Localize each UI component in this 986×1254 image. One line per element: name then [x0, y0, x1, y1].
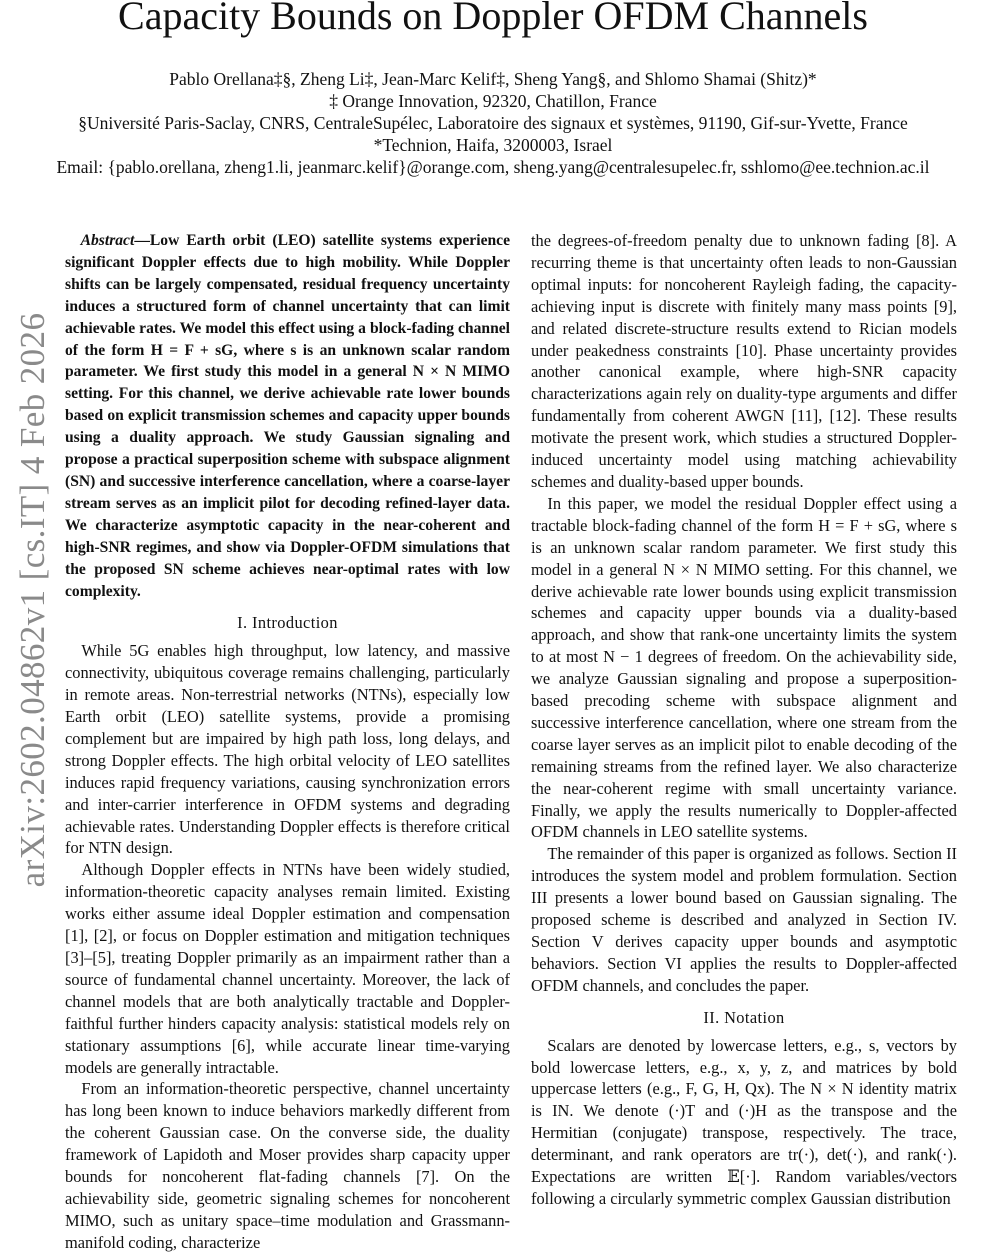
intro-paragraph-3: From an information-theoretic perspective, channel uncertainty has long been known to induce behaviors markedly different from the coherent Gaussian case. On the converse side, the duality framework of Lapidoth and Moser provides sharp capacity upper bounds for noncoherent flat-fading channels [7]. On the achievability side, geometric signaling schemes for noncoherent MIMO, such as unitary space–time modulation and Grassmann-manifold coding, characterize	[65, 1079, 510, 1252]
author-list: Pablo Orellana‡§, Zheng Li‡, Jean-Marc Kelif‡, Sheng Yang§, and Shlomo Shamai (Shitz)*	[169, 69, 817, 89]
abstract	[65, 230, 510, 602]
right-column	[531, 230, 957, 1210]
left-column	[65, 230, 510, 1254]
author-block	[0, 68, 986, 178]
intro-paragraph-2: Although Doppler effects in NTNs have been widely studied, information-theoretic capacity analyses remain limited. Existing works either assume ideal Doppler estimation and compensation [1], [2], or focus on Doppler estimation and mitigation techniques [3]–[5], treating Doppler primarily as an impairment rather than a source of fundamental channel uncertainty. Moreover, the lack of channel models that are both analytically tractable and Doppler-faithful further hinders capacity analysis: statistical models rely on stationary assumptions [6], while accurate linear time-varying models are generally intractable.	[65, 860, 510, 1077]
intro-paragraph-1: While 5G enables high throughput, low latency, and massive connectivity, ubiquitous coverage remains challenging, particularly in remote areas. Non-terrestrial networks (NTNs), especially low Earth orbit (LEO) satellite systems, provide a promising complement but are impaired by high path loss, long delays, and strong Doppler effects. The high orbital velocity of LEO satellites induces rapid frequency variations, causing synchronization errors and inter-carrier interference in OFDM systems and degrading achievable rates. Understanding Doppler effects is therefore critical for NTN design.	[65, 641, 510, 858]
affiliation-orange: ‡ Orange Innovation, 92320, Chatillon, France	[329, 91, 657, 111]
affiliation-technion: *Technion, Haifa, 3200003, Israel	[373, 135, 613, 155]
author-emails: Email: {pablo.orellana, zheng1.li, jeanmarc.kelif}@orange.com, sheng.yang@centralesupelec.fr, sshlomo@ee.technion.ac.il	[56, 157, 930, 177]
intro-paragraph-4: In this paper, we model the residual Doppler effect using a tractable block-fading channel of the form H = F + sG, where s is an unknown scalar random parameter. We first study this model in a general N × N MIMO setting. For this channel, we derive achievable rate lower bounds using explicit transmission schemes and capacity upper bounds via a duality-based approach, and show that rank-one uncertainty limits the system to at most N − 1 degrees of freedom. On the achievability side, we analyze Gaussian signaling and propose a superposition-based precoding scheme with subspace alignment and successive interference cancellation, where one stream from the coarse layer serves as an implicit pilot to enable decoding of the remaining streams from the refined layer. We also characterize the near-coherent regime with small uncertainty variance. Finally, we apply the results numerically to Doppler-affected OFDM channels in LEO satellite systems.	[531, 493, 957, 842]
abstract-label: Abstract	[80, 232, 135, 249]
arxiv-identifier: arXiv:2602.04862v1 [cs.IT] 4 Feb 2026	[13, 312, 52, 888]
affiliation-paris-saclay: §Université Paris-Saclay, CNRS, CentraleSupélec, Laboratoire des signaux et systèmes, 91190, Gif-sur-Yvette, France	[78, 113, 908, 133]
intro-paragraph-5: The remainder of this paper is organized as follows. Section II introduces the system model and problem formulation. Section III presents a lower bound based on Gaussian signaling. The proposed scheme is described and analyzed in Section IV. Section V derives capacity upper bounds and asymptotic behaviors. Section VI applies the results to Doppler-affected OFDM channels, and concludes the paper.	[531, 844, 957, 995]
paper-title: Capacity Bounds on Doppler OFDM Channels	[118, 0, 868, 38]
section-heading-notation: II. Notation	[703, 1007, 785, 1027]
notation-paragraph-1: Scalars are denoted by lowercase letters, e.g., s, vectors by bold lowercase letters, e.g., x, y, z, and matrices by bold uppercase letters (e.g., F, G, H, Qx). The N × N identity matrix is IN. We denote (·)T and (·)H as the transpose and the Hermitian (conjugate) transpose, respectively. The trace, determinant, and rank operators are tr(·), det(·), and rank(·). Expectations are written 𝔼[·]. Random variables/vectors following a circularly symmetric complex Gaussian distribution	[531, 1035, 957, 1208]
section-heading-introduction: I. Introduction	[237, 613, 338, 633]
abstract-text: —Low Earth orbit (LEO) satellite systems experience significant Doppler effects due to high mobility. While Doppler shifts can be largely compensated, residual frequency uncertainty induces a structured form of channel uncertainty that can limit achievable rates. We model this effect using a block-fading channel of the form H = F + sG, where s is an unknown scalar random parameter. We first study this model in a general N × N MIMO setting. For this channel, we derive achievable rate lower bounds based on explicit transmission schemes and capacity upper bounds using a duality approach. We study Gaussian signaling and propose a practical superposition scheme with subspace alignment (SN) and successive interference cancellation, where a coarse-layer stream serves as an implicit pilot for decoding refined-layer data. We characterize asymptotic capacity in the near-coherent and high-SNR regimes, and show via Doppler-OFDM simulations that the proposed SN scheme achieves near-optimal rates with low complexity.	[65, 232, 510, 600]
intro-paragraph-3-continued: the degrees-of-freedom penalty due to unknown fading [8]. A recurring theme is that uncertainty often leads to non-Gaussian optimal inputs: for noncoherent Rayleigh fading, the capacity-achieving input is discrete with finitely many mass points [9], and related discrete-structure results extend to Rician models under peakedness constraints [10]. Phase uncertainty provides another canonical example, where high-SNR capacity characterizations again rely on duality-type arguments and differ fundamentally from coherent AWGN [11], [12]. These results motivate the present work, which studies a structured Doppler-induced uncertainty model using matching achievability schemes and duality-based upper bounds.	[531, 231, 957, 491]
